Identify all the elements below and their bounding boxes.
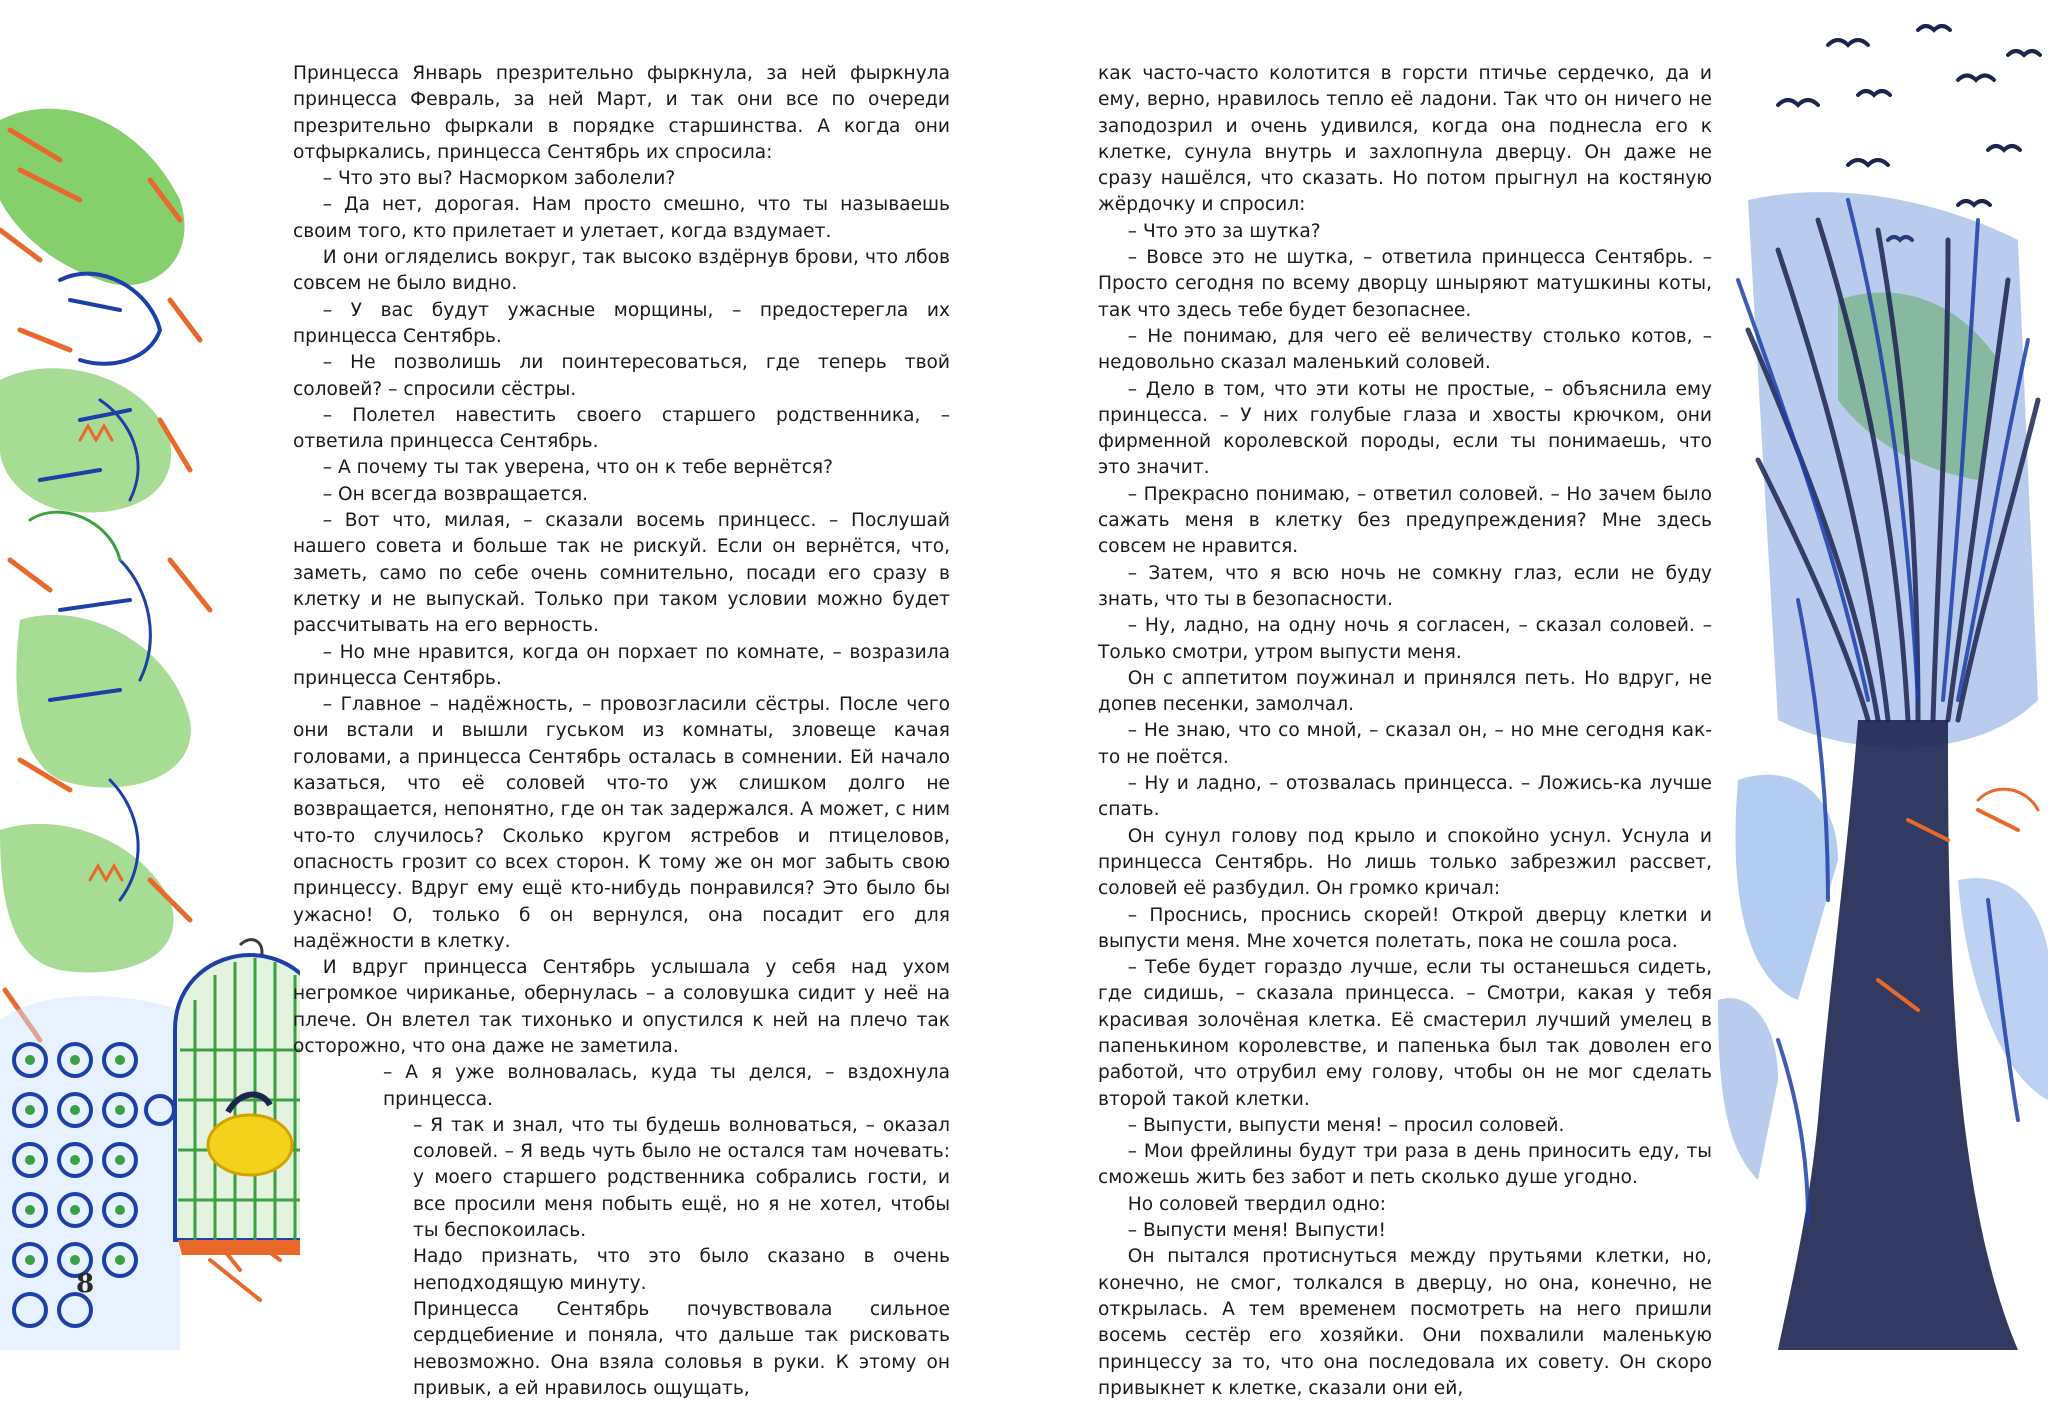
birdcage-drawing bbox=[175, 940, 300, 1255]
paragraph: – Да нет, дорогая. Нам просто смешно, что ты называешь своим того, кто прилетает и улетает, когда вздумает. bbox=[293, 194, 950, 242]
paragraph: Но соловей твердил одно: bbox=[1127, 1193, 1387, 1215]
paragraph: – Проснись, проснись скорей! Открой дверцу клетки и выпусти меня. Мне хочется полетать, пока не сошла роса. bbox=[1098, 904, 1712, 952]
paragraph: – Что это вы? Насморком заболели? bbox=[322, 168, 676, 190]
paragraph: – Но мне нравится, когда он порхает по комнате, – возразила принцесса Сентябрь. bbox=[293, 641, 950, 689]
paragraph: – Тебе будет гораздо лучше, если ты останешься сидеть, где сидишь, – сказала принцесса. – Смотри, какая у тебя красивая золочёная клетка. Её смастерил лучший умелец в папенькином королевстве, и папенька был так доволен его работой, что отрубил ему голову, чтобы он не мог сделать второй такой клетки. bbox=[1098, 957, 1712, 1110]
paragraph: Принцесса Январь презрительно фыркнула, за ней фыркнула принцесса Февраль, за ней Март, и так они все по очереди презрительно фыркали в порядке старшинства. А когда они отфыркались, принцесса Сентябрь их спросила: bbox=[293, 63, 950, 163]
left-text-column bbox=[293, 61, 950, 1402]
paragraph: – Не позволишь ли поинтересоваться, где теперь твой соловей? – спросили сёстры. bbox=[293, 352, 950, 400]
paragraph: И вдруг принцесса Сентябрь услышала у себя над ухом негромкое чириканье, обернулась – а соловушка сидит у неё на плече. Он влетел так тихонько и опустился к ней на плечо так осторожно, что она даже не заметила. bbox=[293, 957, 950, 1057]
paragraph: Надо признать, что это было сказано в очень неподходящую минуту. bbox=[413, 1246, 950, 1294]
paragraph: – Полетел навестить своего старшего родственника, – ответила принцесса Сентябрь. bbox=[293, 404, 950, 453]
paragraph: И они огляделись вокруг, так высоко вздёрнув брови, что лбов совсем не было видно. bbox=[293, 247, 950, 295]
paragraph: – А я уже волновалась, куда ты делся, – вздохнула принцесса. bbox=[383, 1062, 950, 1110]
right-text-column bbox=[1098, 61, 1712, 1402]
paragraph: – Он всегда возвращается. bbox=[322, 483, 589, 505]
paragraph: – Не понимаю, для чего её величеству столько котов, – недовольно сказал маленький соловей. bbox=[1098, 325, 1712, 374]
paragraph: – Мои фрейлины будут три раза в день приносить еду, ты сможешь жить без забот и петь сколько душе угодно. bbox=[1098, 1141, 1712, 1189]
paragraph: – Не знаю, что со мной, – сказал он, – но мне сегодня как-то не поётся. bbox=[1098, 720, 1712, 768]
paragraph: – У вас будут ужасные морщины, – предостерегла их принцесса Сентябрь. bbox=[293, 299, 950, 347]
paragraph: – Выпусти, выпусти меня! – просил соловей. bbox=[1127, 1114, 1565, 1136]
paragraph: Он с аппетитом поужинал и принялся петь. Но вдруг, не допев песенки, замолчал. bbox=[1098, 667, 1712, 716]
paragraph: – Вот что, милая, – сказали восемь принцесс. – Послушай нашего совета и больше так не рискуй. Если он вернётся, что, заметь, само по себе очень сомнительно, посади его сразу в клетку и не выпускай. Только при таком условии можно будет рассчитывать на его верность. bbox=[293, 510, 950, 637]
paragraph: Он сунул голову под крыло и спокойно уснул. Уснула и принцесса Сентябрь. Но лишь только забрезжил рассвет, соловей её разбудил. Он громко кричал: bbox=[1098, 825, 1712, 900]
page-number: 8 bbox=[76, 1269, 95, 1299]
paragraph: как часто-часто колотится в горсти птичье сердечко, да и ему, верно, нравилось тепло её ладони. Так что он ничего не заподозрил и очень удивился, когда она поднесла его к клетке, сунула внутрь и захлопнула дверцу. Он даже не сразу нашёлся, что сказать. Но потом прыгнул на костяную жёрдочку и спросил: bbox=[1098, 63, 1712, 216]
paragraph: – Я так и знал, что ты будешь волноваться, – оказал соловей. – Я ведь чуть было не остался там ночевать: у моего старшего родственника собрались гости, и все просили меня побыть ещё, но я не хотел, чтобы ты беспокоилась. bbox=[413, 1114, 950, 1242]
paragraph: Он пытался протиснуться между прутьями клетки, но, конечно, не смог, толкался в дверцу, но она, конечно, не открылась. А тем временем посмотреть на него пришли восемь сестёр его хозяйки. Они похвалили маленькую принцессу за то, что она последовала их совету. Он скоро привыкнет к клетке, сказали они ей, bbox=[1098, 1246, 1712, 1399]
paragraph: – Дело в том, что эти коты не простые, – объяснила ему принцесса. – У них голубые глаза и хвосты крючком, они фирменной королевской породы, если ты понимаешь, что это значит. bbox=[1098, 378, 1712, 479]
paragraph: – Прекрасно понимаю, – ответил соловей. – Но зачем было сажать меня в клетку без предупреждения? Мне здесь совсем не нравится. bbox=[1098, 483, 1712, 558]
paragraph: – Затем, что я всю ночь не сомкну глаз, если не буду знать, что ты в безопасности. bbox=[1098, 562, 1712, 610]
paragraph: Принцесса Сентябрь почувствовала сильное сердцебиение и поняла, что дальше так рисковать невозможно. Она взяла соловья в руки. К этому он привык, а ей нравилось ощущать, bbox=[413, 1298, 950, 1399]
right-illustration bbox=[1718, 0, 2048, 1350]
paragraph: – Выпусти меня! Выпусти! bbox=[1127, 1220, 1386, 1242]
left-illustration bbox=[0, 0, 300, 1350]
paragraph: – Что это за шутка? bbox=[1127, 220, 1321, 242]
paragraph: – А почему ты так уверена, что он к тебе вернётся? bbox=[322, 457, 833, 479]
paragraph: – Ну, ладно, на одну ночь я согласен, – сказал соловей. – Только смотри, утром выпусти меня. bbox=[1098, 615, 1712, 663]
paragraph: – Вовсе это не шутка, – ответила принцесса Сентябрь. – Просто сегодня по всему дворцу шныряют матушкины коты, так что здесь тебе будет безопаснее. bbox=[1098, 247, 1712, 321]
paragraph: – Главное – надёжность, – провозгласили сёстры. После чего они встали и вышли гуськом из комнаты, зловеще качая головами, а принцесса Сентябрь осталась в сомнении. Ей начало казаться, что её соловей что-то уж слишком долго не возвращается, непонятно, где он так задержался. А может, с ним что-то случилось? Сколько кругом ястребов и птицеловов, опасность грозит со всех сторон. К тому же он мог забыть свою принцессу. Вдруг ему ещё кто-нибудь понравился? Это было бы ужасно! О, только б он вернулся, она посадит его для надёжности в клетку. bbox=[293, 694, 950, 952]
paragraph: – Ну и ладно, – отозвалась принцесса. – Ложись-ка лучше спать. bbox=[1098, 773, 1712, 821]
tree-drawing bbox=[1718, 192, 2048, 1350]
